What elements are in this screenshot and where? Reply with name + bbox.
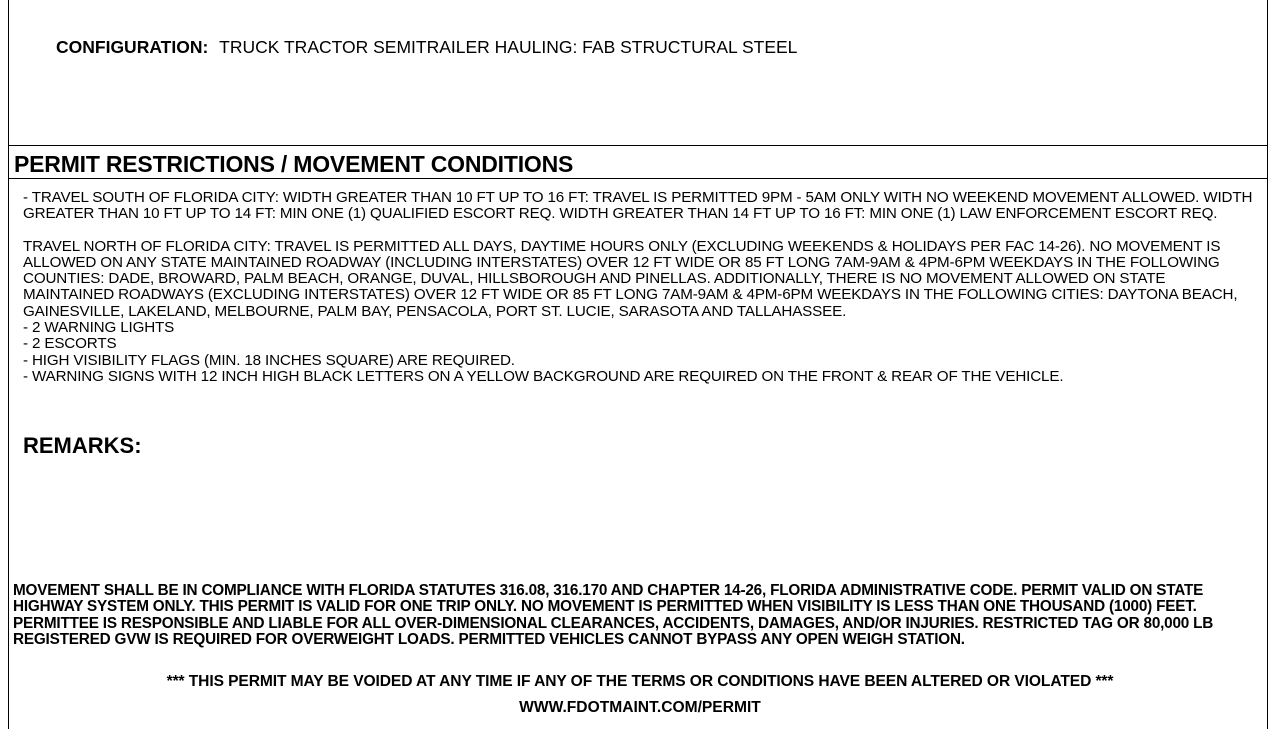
- section-divider-bottom: [8, 178, 1268, 179]
- condition-item: - 2 ESCORTS: [23, 335, 117, 353]
- movement-conditions: [23, 190, 1257, 385]
- compliance-statement: MOVEMENT SHALL BE IN COMPLIANCE WITH FLORIDA STATUTES 316.08, 316.170 AND CHAPTER 14-26, FLORIDA ADMINISTRATIVE CODE. PERMIT VALID ON STATE HIGHWAY SYSTEM ONLY. THIS PERMIT IS VALID FOR ONE TRIP ONLY. NO MOVEMENT IS PERMITTED WHEN VISIBILITY IS LESS THAN ONE THOUSAND (1000) FEET. PERMITTEE IS RESPONSIBLE AND LIABLE FOR ALL OVER-DIMENSIONAL CLEARANCES, ACCIDENTS, DAMAGES, AND/OR INJURIES. RESTRICTED TAG OR 80,000 LB REGISTERED GVW IS REQUIRED FOR OVERWEIGHT LOADS. PERMITTED VEHICLES CANNOT BYPASS ANY OPEN WEIGH STATION.: [13, 582, 1214, 648]
- north-condition: TRAVEL NORTH OF FLORIDA CITY: TRAVEL IS PERMITTED ALL DAYS, DAYTIME HOURS ONLY (EXCLUDING WEEKENDS & HOLIDAYS PER FAC 14-26). NO MOVEMENT IS ALLOWED ON ANY STATE MAINTAINED ROADWAY (INCLUDING INTERSTATES) OVER 12 FT WIDE OR 85 FT LONG 7AM-9AM & 4PM-6PM WEEKDAYS IN THE FOLLOWING COUNTIES: DADE, BROWARD, PALM BEACH, ORANGE, DUVAL, HILLSBOROUGH AND PINELLAS. ADDITIONALLY, THERE IS NO MOVEMENT ALLOWED ON STATE MAINTAINED ROADWAYS (EXCLUDING INTERSTATES) OVER 12 FT WIDE OR 85 FT LONG 7AM-9AM & 4PM-6PM WEEKDAYS IN THE FOLLOWING CITIES: DAYTONA BEACH, GAINESVILLE, LAKELAND, MELBOURNE, PALM BAY, PENSACOLA, PORT ST. LUCIE, SARASOTA AND TALLAHASSEE.: [23, 237, 1238, 320]
- remarks-label: REMARKS:: [23, 433, 142, 458]
- configuration-label: CONFIGURATION:: [56, 37, 209, 57]
- condition-item: - 2 WARNING LIGHTS: [23, 319, 175, 337]
- restrictions-heading: PERMIT RESTRICTIONS / MOVEMENT CONDITIONS: [14, 151, 574, 177]
- configuration-value: TRUCK TRACTOR SEMITRAILER HAULING: FAB STRUCTURAL STEEL: [219, 37, 798, 57]
- condition-item: - HIGH VISIBILITY FLAGS (MIN. 18 INCHES SQUARE) ARE REQUIRED.: [23, 351, 515, 369]
- condition-item: - WARNING SIGNS WITH 12 INCH HIGH BLACK LETTERS ON A YELLOW BACKGROUND ARE REQUIRED ON THE FRONT & REAR OF THE VEHICLE.: [23, 367, 1064, 385]
- configuration-row: [56, 37, 797, 58]
- south-condition: - TRAVEL SOUTH OF FLORIDA CITY: WIDTH GREATER THAN 10 FT UP TO 16 FT: TRAVEL IS PERMITTED 9PM - 5AM ONLY WITH NO WEEKEND MOVEMENT ALLOWED. WIDTH GREATER THAN 10 FT UP TO 14 FT: MIN ONE (1) QUALIFIED ESCORT REQ. WIDTH GREATER THAN 14 FT UP TO 16 FT: MIN ONE (1) LAW ENFORCEMENT ESCORT REQ.: [23, 189, 1253, 223]
- void-notice: *** THIS PERMIT MAY BE VOIDED AT ANY TIME IF ANY OF THE TERMS OR CONDITIONS HAVE BEEN ALTERED OR VIOLATED ***: [166, 673, 1114, 690]
- website-link[interactable]: WWW.FDOTMAINT.COM/PERMIT: [519, 699, 761, 716]
- section-divider-top: [8, 145, 1268, 146]
